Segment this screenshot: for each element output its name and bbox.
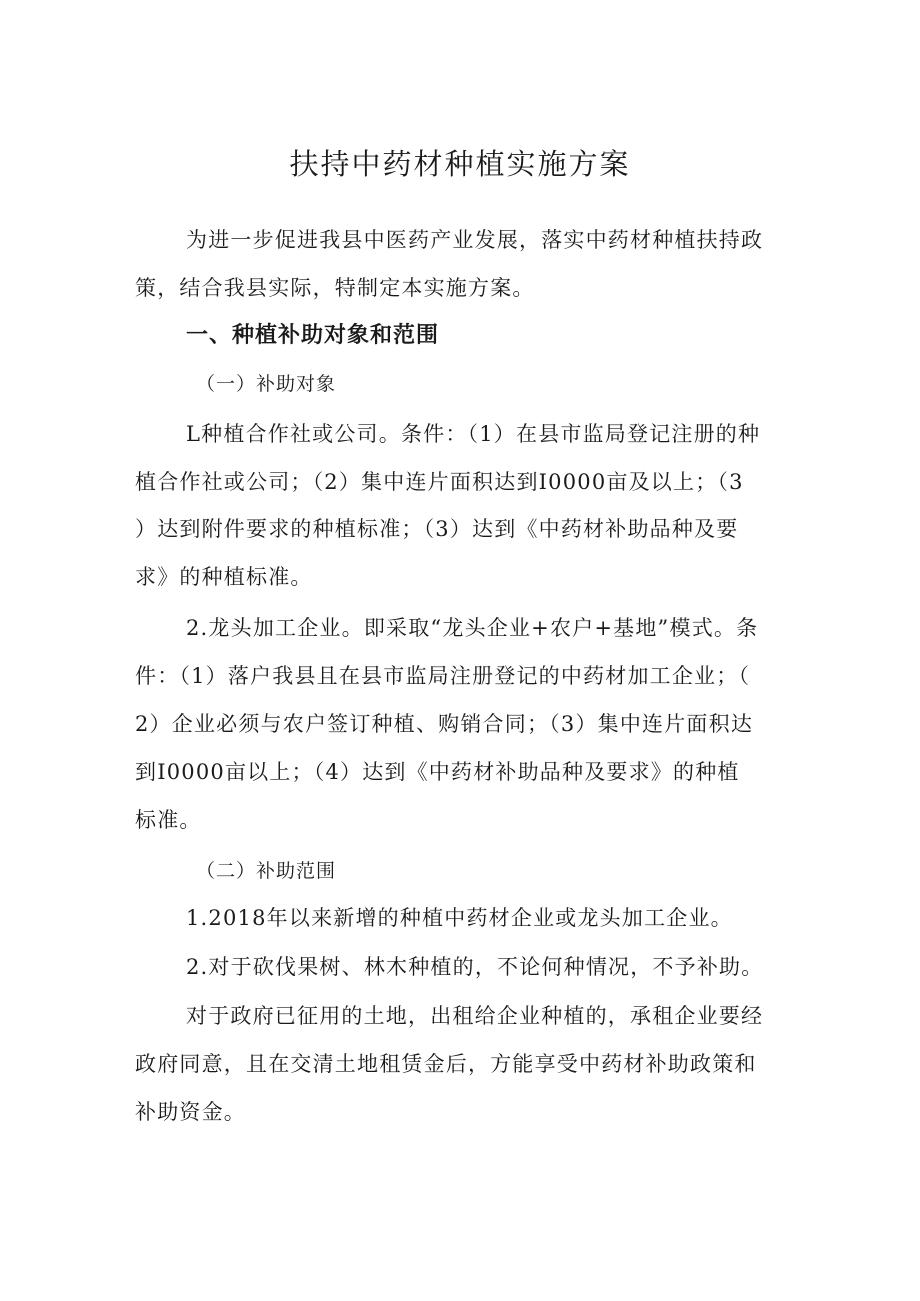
scope-item-2: 2.对于砍伐果树、林木种植的，不论何种情况，不予补助。 <box>186 955 764 979</box>
scope-note-line-1: 对于政府已征用的土地，出租给企业种植的，承租企业要经 <box>186 1004 764 1028</box>
item2-line-4: 到I0000亩以上；（4）达到《中药材补助品种及要求》的种植 <box>135 760 740 784</box>
item1-line-2: 植合作社或公司；（2）集中连片面积达到I0000亩及以上；（3 <box>135 470 744 494</box>
item2-line-2: 件：（1）落户我县且在县市监局注册登记的中药材加工企业；（ <box>135 664 751 688</box>
subsection-heading-1: （一）补助对象 <box>196 373 337 395</box>
item1-line-1: L种植合作社或公司。条件：（1）在县市监局登记注册的种 <box>186 422 761 446</box>
item2-line-1: 2.龙头加工企业。即采取“龙头企业+农户+基地”模式。条 <box>186 616 759 640</box>
scope-note-line-3: 补助资金。 <box>135 1100 246 1124</box>
scope-note-line-2: 政府同意，且在交清土地租赁金后，方能享受中药材补助政策和 <box>135 1052 757 1076</box>
intro-line-2: 策，结合我县实际，特制定本实施方案。 <box>135 276 535 300</box>
item2-line-5: 标准。 <box>135 808 202 832</box>
subsection-heading-2: （二）补助范围 <box>196 860 337 882</box>
section-heading-1: 一、种植补助对象和范围 <box>186 323 440 348</box>
item1-line-3: ）达到附件要求的种植标准；（3）达到《中药材补助品种及要 <box>135 517 739 541</box>
scope-item-1: 1.2018年以来新增的种植中药材企业或龙头加工企业。 <box>186 906 733 930</box>
item2-line-3: 2）企业必须与农户签订种植、购销合同；（3）集中连片面积达 <box>135 712 754 736</box>
item1-line-4: 求》的种植标准。 <box>135 565 313 589</box>
document-title: 扶持中药材种植实施方案 <box>289 147 631 181</box>
intro-line-1: 为进一步促进我县中医药产业发展，落实中药材种植扶持政 <box>186 228 764 252</box>
